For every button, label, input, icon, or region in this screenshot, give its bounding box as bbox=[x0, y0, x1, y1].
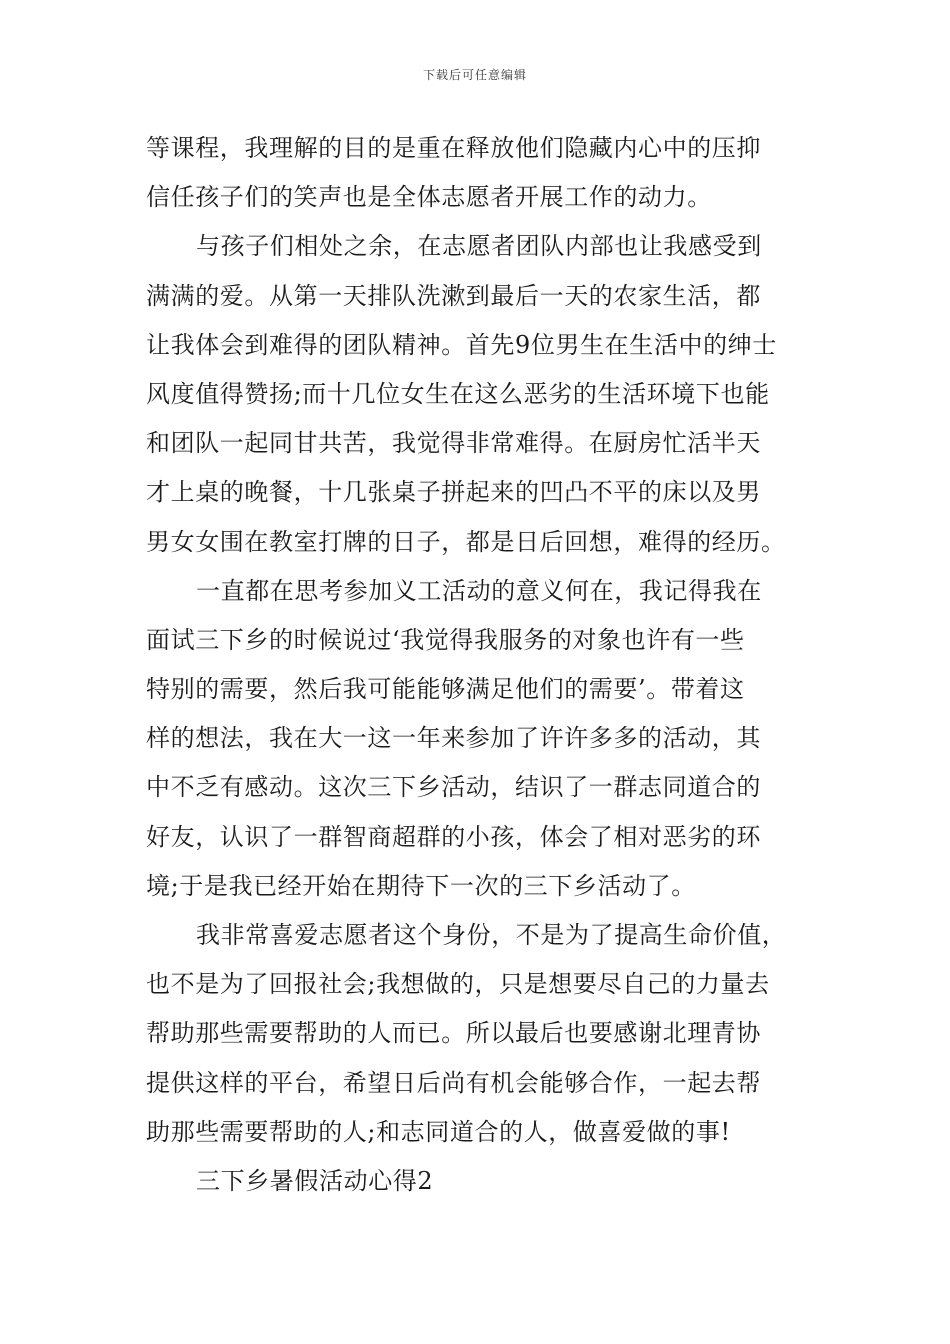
text-line: 中不乏有感动。这次三下乡活动，结识了一群志同道合的 bbox=[146, 773, 761, 802]
text-line: 好友，认识了一群智商超群的小孩，体会了相对恶劣的环 bbox=[146, 822, 761, 851]
text-line: 等课程，我理解的目的是重在释放他们隐藏内心中的压抑 bbox=[146, 134, 761, 162]
text-line: 男女女围在教室打牌的日子，都是日后回想，难得的经历。 bbox=[146, 527, 786, 556]
text-line: 特别的需要，然后我可能能够满足他们的需要’。带着这 bbox=[146, 675, 745, 704]
text-line: 我非常喜爱志愿者这个身份，不是为了提高生命价值， bbox=[196, 921, 787, 949]
page-header: 下载后可任意编辑 bbox=[422, 68, 527, 82]
text-line: 提供这样的平台，希望日后尚有机会能够合作，一起去帮 bbox=[146, 1068, 761, 1097]
text-line: 帮助那些需要帮助的人而已。所以最后也要感谢北理青协 bbox=[146, 1019, 761, 1048]
text-line: 才上桌的晚餐，十几张桌子拼起来的凹凸不平的床以及男 bbox=[146, 478, 761, 507]
text-line: 也不是为了回报社会;我想做的，只是想要尽自己的力量去 bbox=[146, 970, 770, 999]
text-line: 助那些需要帮助的人;和志同道合的人，做喜爱做的事! bbox=[146, 1117, 731, 1146]
text-line: 与孩子们相处之余，在志愿者团队内部也让我感受到 bbox=[196, 232, 762, 261]
text-line: 满满的爱。从第一天排队洗漱到最后一天的农家生活，都 bbox=[146, 281, 761, 310]
document-body bbox=[146, 124, 810, 1206]
text-line: 信任孩子们的笑声也是全体志愿者开展工作的动力。 bbox=[146, 183, 712, 212]
text-line: 境;于是我已经开始在期待下一次的三下乡活动了。 bbox=[146, 871, 696, 900]
text-line: 和团队一起同甘共苦，我觉得非常难得。在厨房忙活半天 bbox=[146, 429, 761, 458]
text-line: 一直都在思考参加义工活动的意义何在，我记得我在 bbox=[196, 576, 762, 605]
text-line: 风度值得赞扬;而十几位女生在这么恶劣的生活环境下也能 bbox=[146, 379, 770, 408]
text-line: 让我体会到难得的团队精神。首先9位男生在生活中的绅士 bbox=[146, 330, 777, 359]
text-line: 样的想法，我在大一这一年来参加了许许多多的活动，其 bbox=[146, 724, 761, 753]
section-heading: 三下乡暑假活动心得2 bbox=[196, 1166, 434, 1195]
text-line: 面试三下乡的时候说过‘我觉得我服务的对象也许有一些 bbox=[146, 625, 745, 654]
